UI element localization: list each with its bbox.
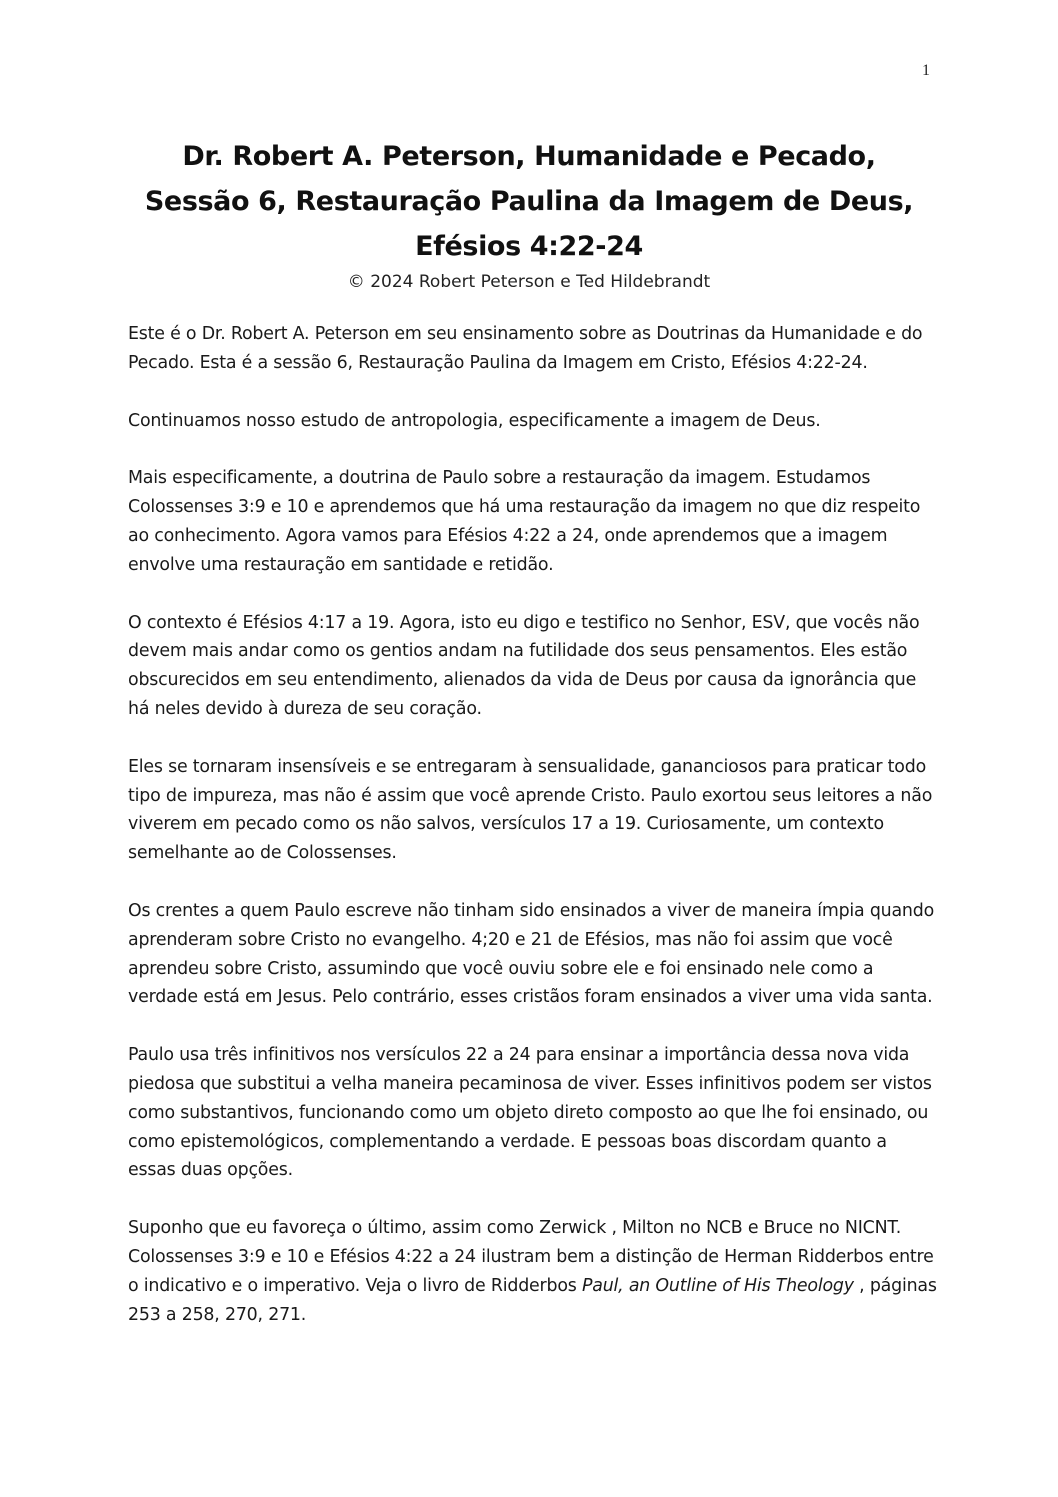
paragraph-8-text-start: Suponho que eu favoreça o último, assim como Zerwick , Milton no NCB e Bruce no NICNT. Colossenses 3:9 e 10 e Efésios 4:22 a 24 ilustram bem a distinção de Herman Ridderbos entre o indicativo e o imperativo. Veja o livro de Ridderbos [128, 1218, 934, 1296]
document-header [100, 134, 958, 294]
title-line-1: Dr. Robert A. Peterson, Humanidade e Pecado, [182, 141, 876, 172]
document-body [128, 320, 938, 1358]
copyright-notice: © 2024 Robert Peterson e Ted Hildebrandt [347, 272, 711, 292]
book-title: Paul, an Outline of His Theology [581, 1275, 854, 1296]
paragraph-4: O contexto é Efésios 4:17 a 19. Agora, isto eu digo e testifico no Senhor, ESV, que vocês não devem mais andar como os gentios andam na futilidade dos seus pensamentos. Eles estão obscurecidos em seu entendimento, alienados da vida de Deus por causa da ignorância que há neles devido à dureza de seu coração. [128, 612, 920, 719]
page-number: 1 [922, 62, 930, 79]
document-title [100, 134, 958, 269]
paragraph-2: Continuamos nosso estudo de antropologia, especificamente a imagem de Deus. [128, 410, 821, 431]
paragraph-6: Os crentes a quem Paulo escreve não tinham sido ensinados a viver de maneira ímpia quando aprenderam sobre Cristo no evangelho. 4;20 e 21 de Efésios, mas não foi assim que você aprendeu sobre Cristo, assumindo que você ouviu sobre ele e foi ensinado nele como a verdade está em Jesus. Pelo contrário, esses cristãos foram ensinados a viver uma vida santa. [128, 900, 935, 1008]
paragraph-7: Paulo usa três infinitivos nos versículos 22 a 24 para ensinar a importância dessa nova vida piedosa que substitui a velha maneira pecaminosa de viver. Esses infinitivos podem ser vistos como substantivos, funcionando como um objeto direto composto ao que lhe foi ensinado, ou como epistemológicos, complementando a verdade. E pessoas boas discordam quanto a essas duas opções. [128, 1045, 932, 1181]
paragraph-8 [128, 1214, 938, 1329]
paragraph-3: Mais especificamente, a doutrina de Paulo sobre a restauração da imagem. Estudamos Colossenses 3:9 e 10 e aprendemos que há uma restauração da imagem no que diz respeito ao conhecimento. Agora vamos para Efésios 4:22 a 24, onde aprendemos que a imagem envolve uma restauração em santidade e retidão. [128, 468, 921, 575]
paragraph-1: Este é o Dr. Robert A. Peterson em seu ensinamento sobre as Doutrinas da Humanidade e do Pecado. Esta é a sessão 6, Restauração Paulina da Imagem em Cristo, Efésios 4:22-24. [128, 324, 923, 373]
title-line-3: Efésios 4:22-24 [415, 231, 643, 262]
title-line-2: Sessão 6, Restauração Paulina da Imagem de Deus, [144, 186, 914, 217]
paragraph-5: Eles se tornaram insensíveis e se entregaram à sensualidade, gananciosos para praticar todo tipo de impureza, mas não é assim que você aprende Cristo. Paulo exortou seus leitores a não viverem em pecado como os não salvos, versículos 17 a 19. Curiosamente, um contexto semelhante ao de Colossenses. [128, 756, 933, 864]
paragraph-8-text-end: , páginas 253 a 258, 270, 271. [128, 1275, 937, 1325]
